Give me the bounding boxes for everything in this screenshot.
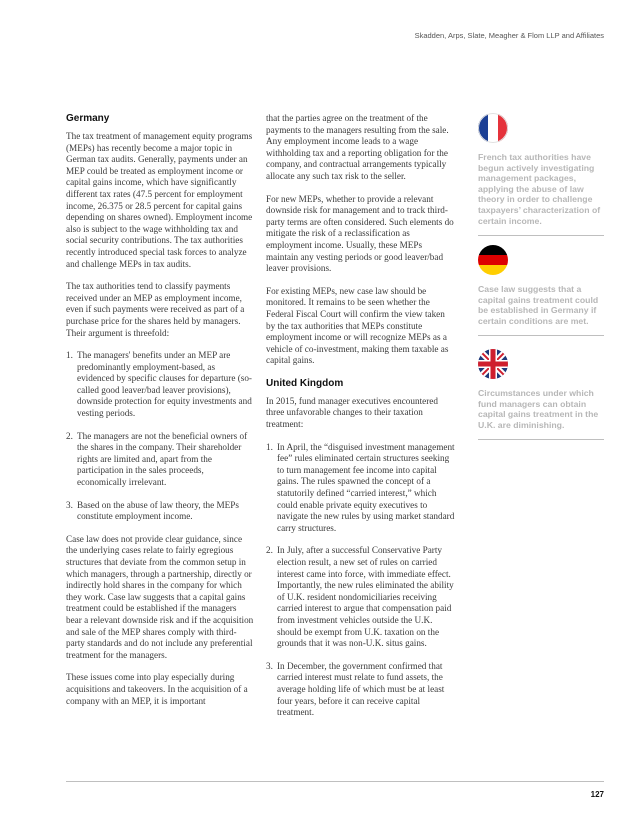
paragraph: In 2015, fund manager executives encountered three unfavorable changes to their taxation treatment: — [266, 395, 438, 430]
column-left — [66, 113, 254, 718]
list-item — [266, 545, 456, 649]
list-number: 3. — [266, 660, 273, 671]
divider — [478, 335, 604, 336]
column-middle — [266, 113, 456, 730]
list-item — [66, 500, 254, 523]
france-flag-icon — [478, 113, 508, 143]
paragraph: The tax authorities tend to classify payments received under an MEP as employment income, even if such payments were received as part of a purchase price for the shares held by managers. Their argument is threefold: — [66, 281, 245, 338]
callout-text: Case law suggests that a capital gains treatment could be established in Germany if certain conditions are met. — [478, 284, 599, 326]
list-item — [66, 431, 254, 489]
running-header: Skadden, Arps, Slate, Meagher & Flom LLP and Affiliates — [414, 31, 604, 40]
paragraph: For new MEPs, whether to provide a relevant downside risk for management and to track third-party terms are often considered. Such elements do mitigate the risk of a reclassification as employment income. Usually, these MEPs maintain any vesting periods or good leaver/bad leaver provisions. — [266, 193, 454, 274]
paragraph: The tax treatment of management equity programs (MEPs) has recently become a major topic in German tax audits. Generally, payments under an MEP could be treated as employment income or capital gains income, which have significantly different tax rates (47.5 percent for employment income, 26.375 or 28.5 percent for capital gains depending on shares owned). Employment income also is subject to the wage withholding tax and social security contributions. The tax authorities recently introduced special task forces to analyze and challenge MEPs in tax audits. — [66, 131, 253, 269]
list-number: 2. — [66, 430, 73, 441]
section-heading-germany: Germany — [66, 113, 110, 124]
list-item — [66, 350, 254, 420]
list-text: In April, the “disguised investment management fee” rules eliminated certain structures seeking to turn management fee income into capital gains. The rules spawned the concept of a statutorily defined “carried interest,” which could enable private equity executives to navigate the new rules by using market standard carry structures. — [277, 441, 455, 533]
callout-text: French tax authorities have begun actively investigating management packages, applying the abuse of law theory in order to challenge taxpayers’ characterization of certain income. — [478, 152, 601, 226]
callout-uk — [478, 349, 604, 440]
list-text: The managers are not the beneficial owners of the shares in the company. Their shareholder rights are limited and, apart from the participation in the sales proceeds, economically irrelevant. — [77, 430, 248, 488]
list-number: 2. — [266, 545, 273, 556]
paragraph: that the parties agree on the treatment of the payments to the managers resulting from the sale. Any employment income leads to a wage withholding tax and a reporting obligation for the company, and contractual arrangements typically allocate any such tax risk to the seller. — [266, 113, 449, 181]
list-text: Based on the abuse of law theory, the MEPs constitute employment income. — [77, 499, 239, 522]
paragraph: Case law does not provide clear guidance, since the underlying cases relate to fairly egregious structures that deviate from the common setup in which managers, through a partnership, directly or indirectly hold shares in the company for which they work. Case law suggests that a capital gains treatment could be established if the managers bear a relevant downside risk and if the acquisition and sale of the MEP shares comply with third-party standards and do not include any preferential treatment for the managers. — [66, 533, 254, 660]
uk-flag-icon — [478, 349, 508, 379]
list-number: 1. — [66, 350, 73, 361]
list-item — [266, 442, 456, 535]
list-number: 1. — [266, 441, 273, 452]
list-number: 3. — [66, 499, 73, 510]
paragraph: These issues come into play especially during acquisitions and takeovers. In the acquisition of a company with an MEP, it is important — [66, 672, 248, 706]
list-item — [266, 661, 456, 719]
paragraph: For existing MEPs, new case law should be monitored. It remains to be seen whether the Federal Fiscal Court will confirm the view taken by the tax authorities that MEPs constitute employment income or will recognize MEPs as a vehicle of co-investment, making them taxable as capital gains. — [266, 285, 449, 366]
page-number: 127 — [590, 790, 604, 799]
footer-divider — [66, 781, 604, 782]
callout-france — [478, 113, 604, 236]
section-heading-uk: United Kingdom — [266, 377, 344, 389]
list-text: In July, after a successful Conservative Party election result, a new set of rules on carried interest came into force, with immediate effect. Importantly, the new rules eliminated the ability of U.K. resident nondomiciliaries receiving carried interest to argue that compensation paid from investment vehicles outside the U.K. should be exempt from U.K. taxation on the grounds that it was non-U.K. situs gains. — [277, 545, 454, 649]
callout-text: Circumstances under which fund managers can obtain capital gains treatment in the U.K. are diminishing. — [478, 388, 599, 430]
divider — [478, 235, 604, 236]
callout-germany — [478, 245, 604, 336]
list-text: In December, the government confirmed that carried interest must relate to fund assets, the average holding life of which must be at least four years, before it can receive capital treatment. — [277, 660, 445, 718]
divider — [478, 439, 604, 440]
germany-argument-list — [66, 350, 254, 523]
uk-changes-list — [266, 442, 456, 719]
germany-flag-icon — [478, 245, 508, 275]
list-text: The managers' benefits under an MEP are predominantly employment-based, as evidenced by specific clauses for departure (so-called good leaver/bad leaver provisions), downside protection for equity investments and vesting periods. — [77, 350, 252, 419]
